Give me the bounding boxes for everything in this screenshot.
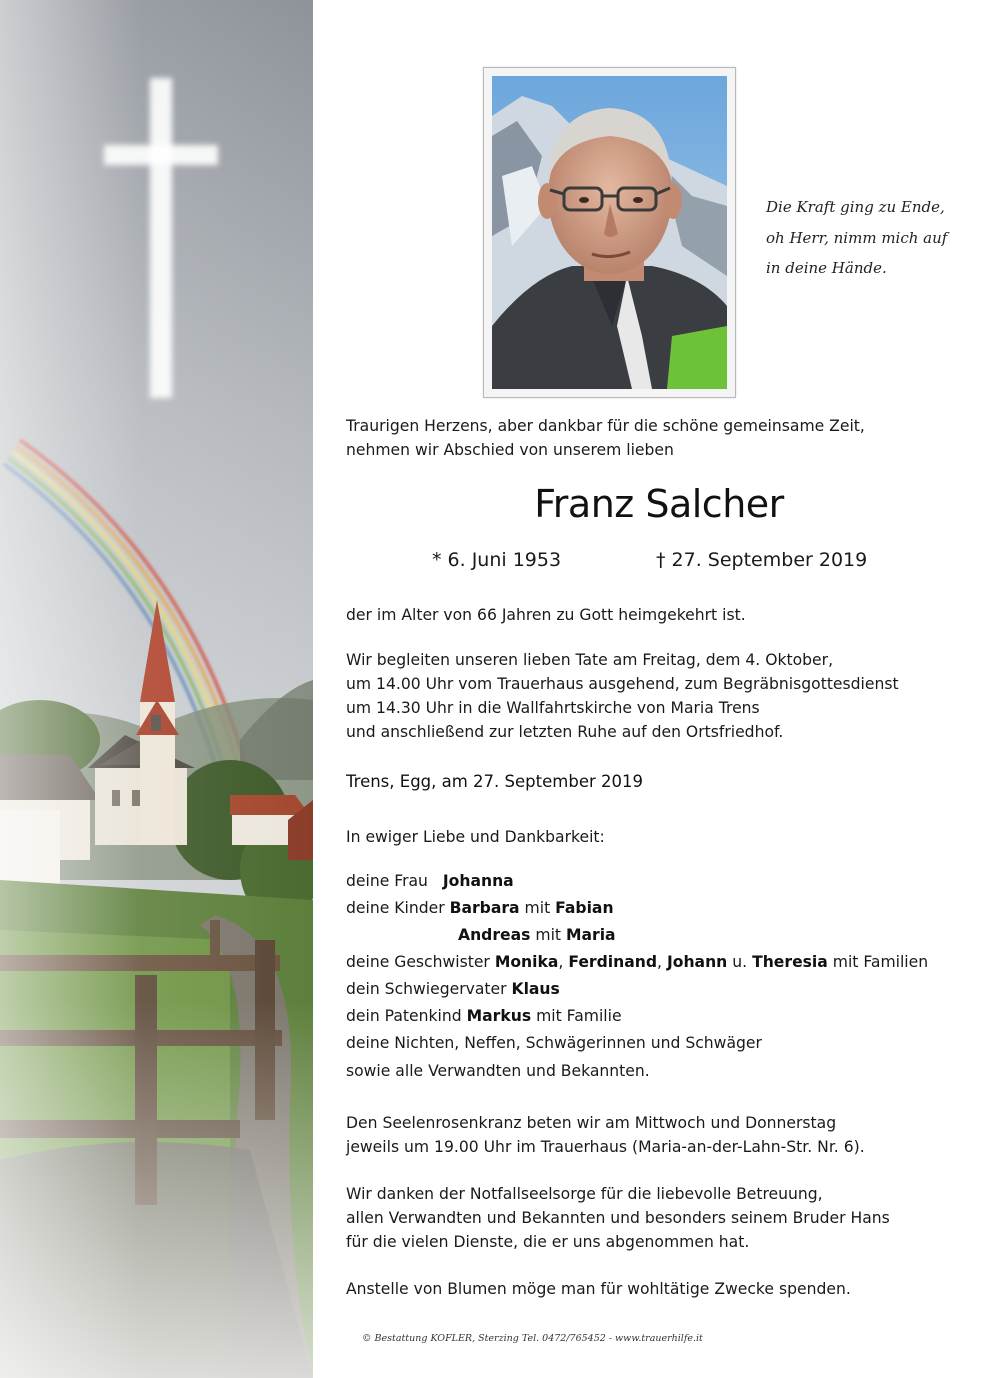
child-name-2: Andreas: [458, 926, 531, 944]
age-line: der im Alter von 66 Jahren zu Gott heimgekehrt ist.: [346, 606, 746, 624]
funeral-line-3: um 14.30 Uhr in die Wallfahrtskirche von Maria Trens: [346, 699, 760, 717]
thanks-line-2: allen Verwandten und Bekannten und besonders seinem Bruder Hans: [346, 1209, 890, 1227]
funeral-line-2: um 14.00 Uhr vom Trauerhaus ausgehend, zum Begräbnisgottesdienst: [346, 675, 899, 693]
children-label: deine Kinder: [346, 899, 445, 917]
birth-date: * 6. Juni 1953: [432, 549, 562, 571]
and-word: u.: [732, 953, 748, 971]
relatives-siblings: deine Geschwister Monika, Ferdinand, Johann u. Theresia mit Familien: [346, 953, 929, 971]
godchild-suffix: mit Familie: [536, 1007, 622, 1025]
thanks-line-3: für die vielen Dienste, die er uns abgenommen hat.: [346, 1233, 750, 1251]
relatives-nieces: deine Nichten, Neffen, Schwägerinnen und Schwäger: [346, 1034, 762, 1052]
relatives-children-1: [346, 895, 614, 922]
rosary-line-1: Den Seelenrosenkranz beten wir am Mittwoch und Donnerstag: [346, 1114, 837, 1132]
flowers-line: Anstelle von Blumen möge man für wohltätige Zwecke spenden.: [346, 1280, 851, 1298]
siblings-label: deine Geschwister: [346, 953, 490, 971]
with-word-2: mit: [535, 926, 562, 944]
relatives-father-in-law: [346, 976, 560, 1003]
wife-label: deine Frau: [346, 872, 428, 890]
quote-line-2: oh Herr, nimm mich auf: [766, 228, 948, 247]
place-date: Trens, Egg, am 27. September 2019: [346, 772, 643, 791]
godchild-label: dein Patenkind: [346, 1007, 462, 1025]
quote-line-1: Die Kraft ging zu Ende,: [766, 198, 945, 216]
deceased-name: Franz Salcher: [534, 482, 784, 526]
with-word-1: mit: [524, 899, 551, 917]
quote-line-3: in deine Hände.: [766, 259, 887, 277]
partner-name-2: Maria: [565, 926, 616, 944]
intro-line-1: Traurigen Herzens, aber dankbar für die schöne gemeinsame Zeit,: [346, 417, 865, 435]
memorial-side-image: [0, 0, 313, 1378]
relatives-godchild: [346, 1003, 622, 1030]
landscape-illustration: [0, 0, 313, 1378]
sibling-name-3: Johann: [666, 953, 728, 971]
sibling-name-4: Theresia: [752, 953, 828, 971]
love-line: In ewiger Liebe und Dankbarkeit:: [346, 828, 605, 846]
relatives-wife: [346, 868, 514, 895]
child-name-1: Barbara: [449, 899, 520, 917]
intro-line-2: nehmen wir Abschied von unserem lieben: [346, 441, 674, 459]
quote-block: [766, 192, 966, 284]
portrait-photo: [492, 76, 727, 389]
partner-name-1: Fabian: [555, 899, 614, 917]
sibling-name-1: Monika: [494, 953, 559, 971]
funeral-line-4: und anschließend zur letzten Ruhe auf den Ortsfriedhof.: [346, 723, 784, 741]
death-date: † 27. September 2019: [656, 549, 868, 571]
footer-credit: © Bestattung KOFLER, Sterzing Tel. 0472/765452 - www.trauerhilfe.it: [362, 1333, 703, 1344]
wife-name: Johanna: [442, 872, 514, 890]
sibling-name-2: Ferdinand: [568, 953, 658, 971]
relatives-all: sowie alle Verwandten und Bekannten.: [346, 1062, 650, 1080]
portrait-photo-frame: [483, 67, 736, 398]
funeral-line-1: Wir begleiten unseren lieben Tate am Freitag, dem 4. Oktober,: [346, 651, 834, 669]
relatives-children-2: [458, 922, 616, 949]
siblings-suffix: mit Familien: [832, 953, 929, 971]
father-in-law-name: Klaus: [511, 980, 560, 998]
godchild-name: Markus: [466, 1007, 532, 1025]
thanks-line-1: Wir danken der Notfallseelsorge für die liebevolle Betreuung,: [346, 1185, 823, 1203]
father-in-law-label: dein Schwiegervater: [346, 980, 507, 998]
rosary-line-2: jeweils um 19.00 Uhr im Trauerhaus (Maria-an-der-Lahn-Str. Nr. 6).: [346, 1138, 865, 1156]
